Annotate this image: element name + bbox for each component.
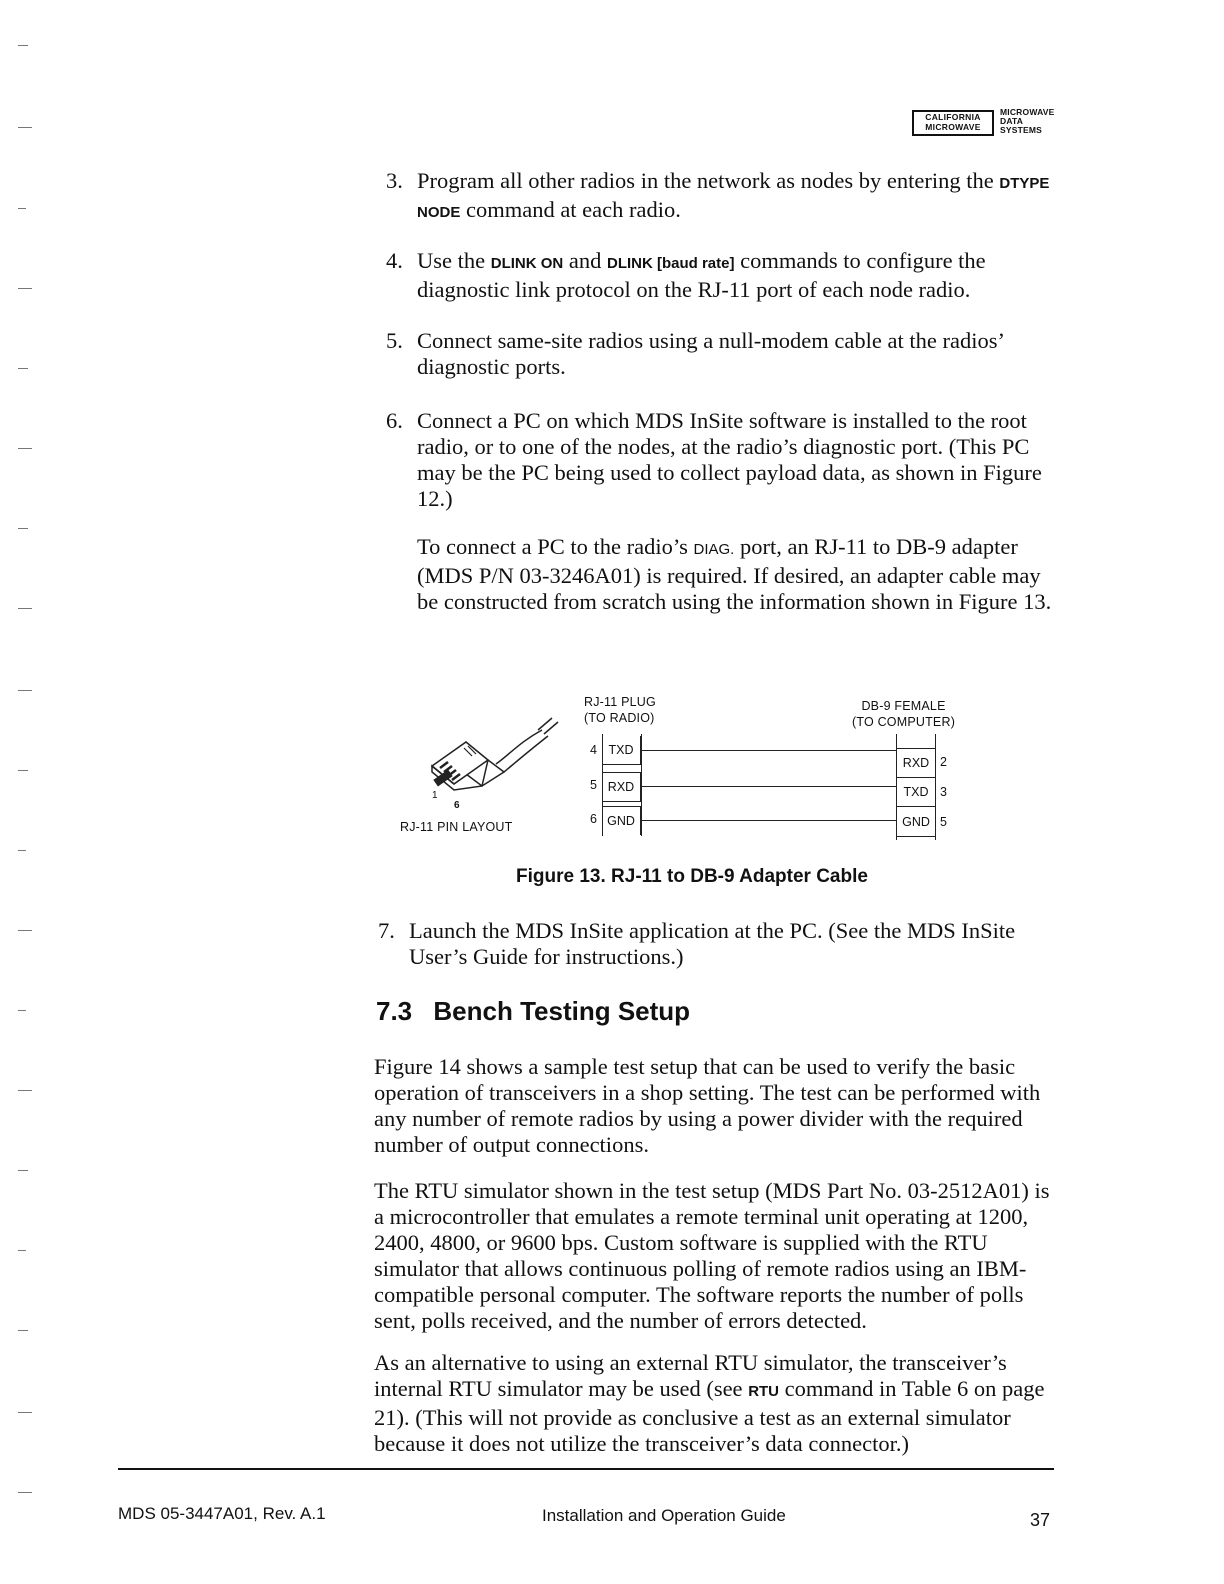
rj11-signal: TXD: [602, 736, 641, 765]
wire-rxd-txd: [642, 786, 896, 787]
section-number: 7.3: [376, 996, 413, 1026]
command-text: DLINK [baud rate]: [606, 255, 735, 272]
section-paragraph-1: Figure 14 shows a sample test setup that can be used to verify the basic operation of transceivers in a shop setting. The test can be performed with any number of remote radios by using a power divider with the required number of output connections.: [374, 1054, 1041, 1157]
db9-female-title: DB-9 FEMALE (TO COMPUTER): [852, 699, 956, 729]
step-number: 5.: [386, 328, 403, 353]
wire-txd-rxd: [642, 750, 896, 751]
db9-signal: GND: [896, 808, 935, 837]
logo-box-line2: MICROWAVE: [925, 122, 981, 132]
command-text: DIAG.: [693, 541, 735, 558]
header-logo: [912, 108, 1062, 138]
figure-13-caption: Figure 13. RJ-11 to DB-9 Adapter Cable: [516, 866, 868, 887]
command-text: RTU: [748, 1383, 780, 1400]
step-text: Connect same-site radios using a null-modem cable at the radios’ diagnostic ports.: [417, 328, 1004, 379]
logo-box: [912, 110, 994, 136]
rj11-signal: RXD: [602, 772, 641, 802]
db9-pin-number: 2: [940, 755, 947, 769]
layout-pin-1: 1: [432, 790, 438, 801]
rj11-plug-drawing: [420, 716, 570, 806]
db9-signal: TXD: [896, 778, 935, 807]
section-paragraph-3: As an alternative to using an external RTU simulator, the transceiver’s internal RTU simulator may be used (see RTU command in Table 6 on page 21). (This will not provide as conclusive a test as an external simulator because it does not utilize the transceiver’s data connector.): [374, 1350, 1045, 1456]
section-heading: [376, 996, 690, 1027]
section-paragraph-2: The RTU simulator shown in the test setup (MDS Part No. 03-2512A01) is a microcontroller that emulates a remote terminal unit operating at 1200, 2400, 4800, or 9600 bps. Custom software is supplied with the RTU simulator that allows continuous polling of remote radios using an IBM-compatible personal computer. The software reports the number of polls sent, polls received, and the number of errors detected.: [374, 1178, 1050, 1333]
rj11-signal: GND: [602, 806, 641, 835]
step-7: [378, 918, 1058, 970]
section-title: Bench Testing Setup: [433, 996, 691, 1026]
step-number: 7.: [378, 918, 395, 943]
step-number: 3.: [386, 168, 403, 193]
step-6-continuation: To connect a PC to the radio’s DIAG. port, an RJ-11 to DB-9 adapter (MDS P/N 03-3246A01) is required. If desired, an adapter cable may be constructed from scratch using the information shown in Figure 13.: [417, 534, 1052, 614]
logo-word-1: MICROWAVE: [1000, 107, 1055, 117]
step-text: Program all other radios in the network as nodes by entering the DTYPE NODE command at each radio.: [417, 168, 1050, 222]
wire-gnd-gnd: [642, 820, 896, 821]
rj11-pin-number: 4: [590, 743, 597, 757]
step-text: Launch the MDS InSite application at the PC. (See the MDS InSite User’s Guide for instructions.): [409, 918, 1016, 969]
command-text: DLINK ON: [490, 255, 564, 272]
db9-pin-number: 5: [940, 815, 947, 829]
step-6: [386, 408, 1066, 615]
figure-13-diagram: [380, 688, 1000, 848]
step-4: [386, 248, 1066, 303]
rj11-pin-number: 5: [590, 778, 597, 792]
step-text: Connect a PC on which MDS InSite software is installed to the root radio, or to one of the nodes, at the radio’s diagnostic port. (This PC may be the PC being used to collect payload data, as shown in Figure 12.): [417, 408, 1042, 511]
db9-signal: RXD: [896, 748, 935, 778]
logo-wordmark: [1000, 108, 1055, 135]
step-number: 6.: [386, 408, 403, 433]
db9-pin-number: 3: [940, 785, 947, 799]
command-text: DTYPE NODE: [417, 175, 1050, 221]
rj11-pin-layout-label: RJ-11 PIN LAYOUT: [400, 820, 513, 834]
logo-word-3: SYSTEMS: [1000, 125, 1043, 135]
step-3: [386, 168, 1066, 226]
rj11-pin-number: 6: [590, 812, 597, 826]
layout-pin-6: 6: [454, 800, 460, 811]
rj11-plug-title: RJ-11 PLUG (TO RADIO): [584, 695, 656, 725]
step-number: 4.: [386, 248, 403, 273]
footer-rule: [118, 1468, 1054, 1470]
step-5: [386, 328, 1066, 380]
footer-page-number: 37: [1030, 1510, 1051, 1530]
logo-word-2: DATA: [1000, 116, 1024, 126]
logo-box-line1: CALIFORNIA: [925, 112, 981, 122]
step-text: Use the DLINK ON and DLINK [baud rate] commands to configure the diagnostic link protocol on the RJ-11 port of each node radio.: [417, 248, 986, 302]
footer-guide-title: Installation and Operation Guide: [542, 1506, 786, 1525]
footer-doc-id: MDS 05-3447A01, Rev. A.1: [118, 1504, 326, 1523]
